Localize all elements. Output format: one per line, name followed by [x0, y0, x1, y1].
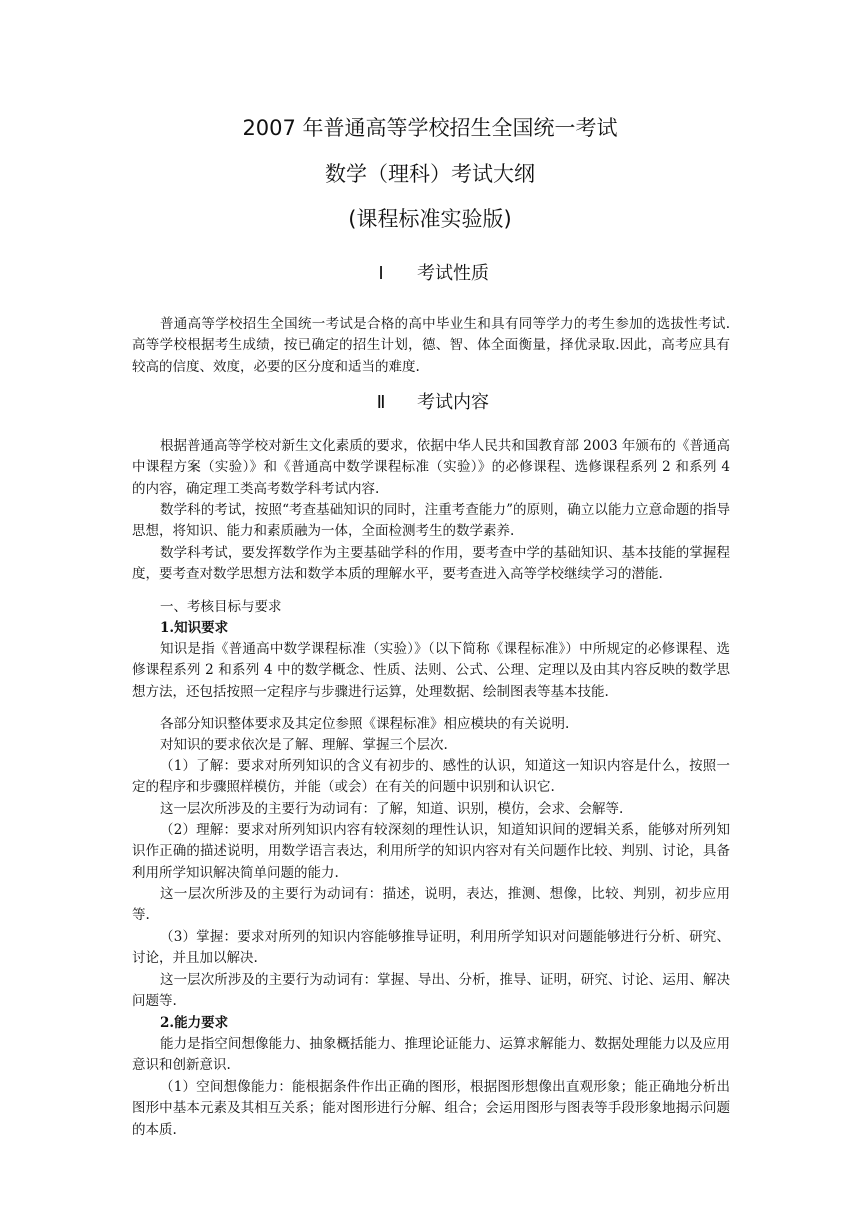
paragraph-knowledge-def: 知识是指《普通高中数学课程标准（实验）》（以下简称《课程标准》）中所规定的必修课程、选修课程系列 2 和系列 4 中的数学概念、性质、法则、公式、公理、定理以及由其内容反映的数学思想方法，还包括按照一定程序与步骤进行运算，处理数据、绘制图表等基本技能.	[132, 641, 730, 700]
section-number: Ⅰ	[378, 263, 384, 284]
paragraph-spatial-ability: （1）空间想像能力：能根据条件作出正确的图形，根据图形想像出直观形象；能正确地分析出图形中基本元素及其相互关系；能对图形进行分解、组合；会运用图形与图表等手段形象地揭示问题的本质.	[132, 1079, 730, 1138]
paragraph-verbs-3: 这一层次所涉及的主要行为动词有：掌握、导出、分析，推导、证明，研究、讨论、运用、解决问题等.	[132, 972, 730, 1010]
paragraph-role: 数学科考试，要发挥数学作为主要基础学科的作用，要考查中学的基础知识、基本技能的掌握程度，要考查对数学思想方法和数学本质的理解水平，要考查进入高等学校继续学习的潜能.	[132, 545, 730, 583]
paragraph-level-understand-basic: （1）了解：要求对所列知识的含义有初步的、感性的认识，知道这一知识内容是什么，按照一定的程序和步骤照样模仿，并能（或会）在有关的问题中识别和认识它.	[132, 758, 730, 796]
document-title-line3: (课程标准实验版)	[348, 207, 512, 231]
document-title-line1: 2007 年普通高等学校招生全国统一考试	[242, 116, 618, 140]
section-title: 考试内容	[417, 392, 489, 413]
section-number: Ⅱ	[376, 392, 386, 413]
paragraph-knowledge-levels: 对知识的要求依次是了解、理解、掌握三个层次.	[160, 737, 448, 753]
paragraph-ability-def: 能力是指空间想像能力、抽象概括能力、推理论证能力、运算求解能力、数据处理能力以及应用意识和创新意识.	[132, 1036, 730, 1074]
section-title: 考试性质	[417, 263, 489, 284]
heading-knowledge: 1.知识要求	[160, 620, 229, 636]
paragraph-verbs-1: 这一层次所涉及的主要行为动词有：了解，知道、识别，模仿，会求、会解等.	[160, 801, 624, 817]
paragraph-exam-nature: 普通高等学校招生全国统一考试是合格的高中毕业生和具有同等学力的考生参加的选拔性考试.高等学校根据考生成绩，按已确定的招生计划，德、智、体全面衡量，择优录取.因此，高考应具有较高的信度、效度，必要的区分度和适当的难度.	[132, 316, 730, 375]
paragraph-basis: 根据普通高等学校对新生文化素质的要求，依据中华人民共和国教育部 2003 年颁布的《普通高中课程方案（实验）》和《普通高中数学课程标准（实验）》的必修课程、选修课程系列 2 和系列 4 的内容，确定理工类高考数学科考试内容.	[132, 438, 730, 497]
section-heading-2	[0, 392, 860, 414]
paragraph-level-comprehend: （2）理解：要求对所列知识内容有较深刻的理性认识，知道知识间的逻辑关系，能够对所列知识作正确的描述说明，用数学语言表达，利用所学的知识内容对有关问题作比较、判别、讨论，具备利用所学知识解决简单问题的能力.	[132, 822, 730, 881]
paragraph-verbs-2: 这一层次所涉及的主要行为动词有：描述，说明，表达，推测、想像，比较、判别，初步应用等.	[132, 886, 730, 924]
heading-goals: 一、考核目标与要求	[160, 599, 282, 615]
paragraph-knowledge-ref: 各部分知识整体要求及其定位参照《课程标准》相应模块的有关说明.	[160, 716, 570, 732]
section-heading-1	[0, 263, 860, 285]
paragraph-principle: 数学科的考试，按照“考查基础知识的同时，注重考查能力”的原则，确立以能力立意命题的指导思想，将知识、能力和素质融为一体，全面检测考生的数学素养.	[132, 502, 730, 540]
document-title-line2: 数学（理科）考试大纲	[325, 162, 535, 186]
paragraph-level-master: （3）掌握：要求对所列的知识内容能够推导证明，利用所学知识对问题能够进行分析、研究、讨论，并且加以解决.	[132, 929, 730, 967]
heading-ability: 2.能力要求	[160, 1015, 229, 1031]
